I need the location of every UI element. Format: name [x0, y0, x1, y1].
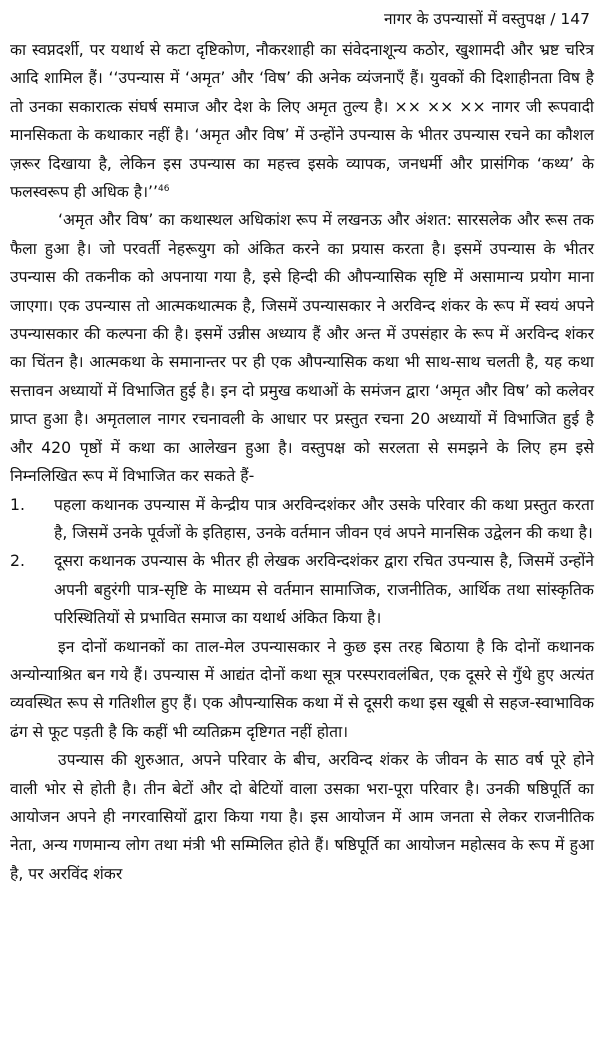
running-title: नागर के उपन्यासों में वस्तुपक्ष — [383, 10, 546, 28]
list-item — [10, 547, 594, 632]
paragraph-structure: इन दोनों कथानकों का ताल-मेल उपन्यासकार ने कुछ इस तरह बिठाया है कि दोनों कथानक अन्योन्याश्रित बन गये हैं। उपन्यास में आद्यंत दोनों कथा सूत्र परस्परावलंबित, एक दूसरे से गुँथे हुए अत्यंत व्यवस्थित रूप से गतिशील हुए हैं। एक औपन्यासिक कथा में से दूसरी कथा इस खूबी से सहज-स्वाभाविक ढंग से फूट पड़ती है कि कहीं भी व्यतिक्रम दृष्टिगत नहीं होता। — [10, 636, 594, 741]
header-separator: / — [550, 10, 556, 28]
page-number: 147 — [560, 10, 590, 28]
paragraph-quote — [10, 36, 594, 206]
footnote-ref: 46 — [158, 183, 170, 194]
running-header — [10, 8, 594, 30]
list-item-text: दूसरा कथानक उपन्यास के भीतर ही लेखक अरविन्दशंकर द्वारा रचित उपन्यास है, जिसमें उन्होंने अपनी बहुरंगी पात्र-सृष्टि के माध्यम से वर्तमान सामाजिक, राजनीतिक, आर्थिक तथा सांस्कृतिक परिस्थितियों से प्रभावित समाज का यथार्थ अंकित किया है। — [54, 551, 594, 628]
paragraph-setting: ‘अमृत और विष’ का कथास्थल अधिकांश रूप में लखनऊ और अंशत: सारसलेक और रूस तक फैला हुआ है। जो परवर्ती नेहरूयुग को अंकित करने का प्रयास करता है। इसमें उपन्यास के भीतर उपन्यास की तकनीक को अपनाया गया है, इसे हिन्दी की औपन्यासिक सृष्टि में असामान्य प्रयोग माना जाएगा। एक उपन्यास तो आत्मकथात्मक है, जिसमें उपन्यासकार ने अरविन्द शंकर के रूप में स्वयं अपने उपन्यासकार की कल्पना की है। इसमें उन्नीस अध्याय हैं और अन्त में उपसंहार के रूप में अरविन्द शंकर का चिंतन है। आत्मकथा के समानान्तर पर ही एक औपन्यासिक कथा भी साथ-साथ चलती है, यह कथा सत्तावन अध्यायों में विभाजित हुई है। इन दो प्रमुख कथाओं के समंजन द्वारा ‘अमृत और विष’ को कलेवर प्राप्त हुआ है। अमृतलाल नागर रचनावली के आधार पर प्रस्तुत रचना 20 अध्यायों में विभाजित हुई है और 420 पृष्ठों में कथा का आलेखन हुआ है। वस्तुपक्ष को सरलता से समझने के लिए हम इसे निम्नलिखित रूप में विभाजित कर सकते हैं- — [10, 210, 594, 486]
quote-text: का स्वप्नदर्शी, पर यथार्थ से कटा दृष्टिकोण, नौकरशाही का संवेदनाशून्य कठोर, खुशामदी और भ्रष्ट चरित्र आदि शामिल हैं। ‘‘उपन्यास में ‘अमृत’ और ‘विष’ की अनेक व्यंजनाएँ हैं। युवकों की दिशाहीनता विष है तो उनका सकारात्क संघर्ष समाज और देश के लिए अमृत तुल्य है। ×× ×× ×× नागर जी रूपवादी मानसिकता के कथाकार नहीं है। ‘अमृत और विष’ में उन्होंने उपन्यास के भीतर उपन्यास रचने का कौशल ज़रूर दिखाया है, लेकिन इस उपन्यास का महत्त्व इसके व्यापक, जनधर्मी और प्रासंगिक ‘कथ्य’ के फलस्वरूप ही अधिक है।’’ — [10, 40, 594, 202]
list-item-number: 2. — [10, 551, 25, 571]
paragraph-opening: उपन्यास की शुरुआत, अपने परिवार के बीच, अरविन्द शंकर के जीवन के साठ वर्ष पूरे होने वाली भोर से होती है। तीन बेटों और दो बेटियों वाला उसका भरा-पूरा परिवार है। उनकी षष्ठिपूर्ति का आयोजन अपने ही नगरवासियों द्वारा किया गया है। इस आयोजन में आम जनता से लेकर राजनीतिक नेता, अन्य गणमान्य लोग तथा मंत्री भी सम्मिलित होते हैं। षष्ठिपूर्ति का आयोजन महोत्सव के रूप में हुआ है, पर अरविंद शंकर — [10, 750, 594, 883]
numbered-list — [10, 491, 594, 633]
list-item-text: पहला कथानक उपन्यास में केन्द्रीय पात्र अरविन्दशंकर और उसके परिवार की कथा प्रस्तुत करता है, जिसमें उनके पूर्वजों के इतिहास, उनके वर्तमान जीवन एवं अपने मानसिक उद्वेलन की कथा है। — [54, 494, 594, 542]
body-text — [10, 36, 594, 888]
list-item-number: 1. — [10, 494, 25, 514]
list-item — [10, 491, 594, 548]
